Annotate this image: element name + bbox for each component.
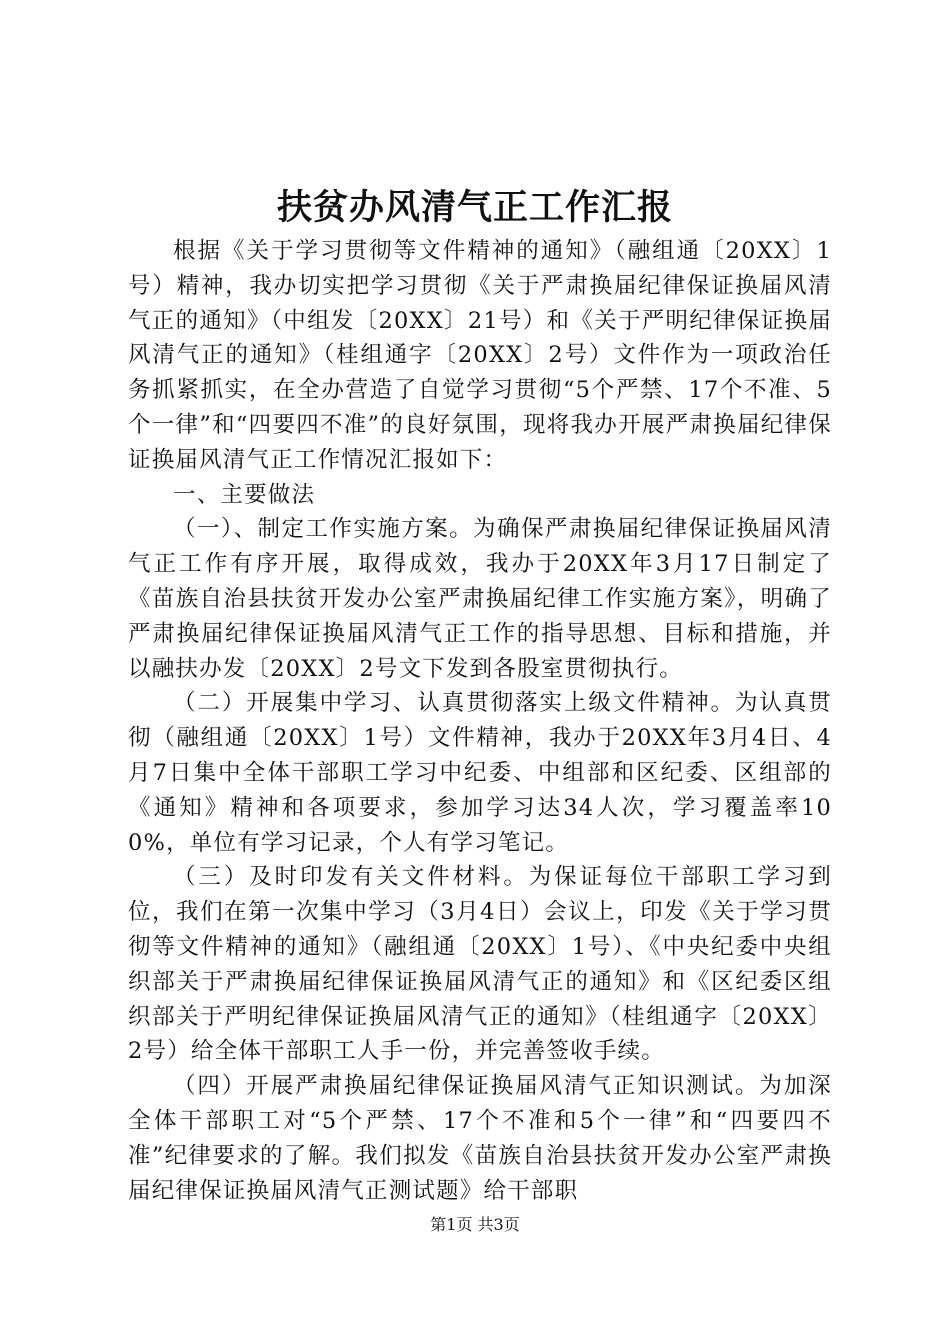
paragraph-intro: 根据《关于学习贯彻等文件精神的通知》（融组通〔20XX〕1号）精神，我办切实把学习贯彻《关于严肃换届纪律保证换届风清气正的通知》（中组发〔20XX〕21号）和《关于严明纪律保证换届风清气正的通知》（桂组通字〔20XX〕2号）文件作为一项政治任务抓紧抓实，在全办营造了自觉学习贯彻“5个严禁、17个不准、5个一律”和“四要四不准”的良好氛围，现将我办开展严肃换届纪律保证换届风清气正工作情况汇报如下： xyxy=(128,238,832,473)
paragraph-item-2: （二）开展集中学习、认真贯彻落实上级文件精神。为认真贯彻（融组通〔20XX〕1号）文件精神，我办于20XX年3月4日、4月7日集中全体干部职工学习中纪委、中组部和区纪委、区组部的《通知》精神和各项要求，参加学习达34人次，学习覆盖率100%，单位有学习记录，个人有学习笔记。 xyxy=(128,690,832,856)
paragraph-item-3: （三）及时印发有关文件材料。为保证每位干部职工学习到位，我们在第一次集中学习（3月4日）会议上，印发《关于学习贯彻等文件精神的通知》（融组通〔20XX〕1号）、《中央纪委中央组织部关于严肃换届纪律保证换届风清气正的通知》和《区纪委区组织部关于严明纪律保证换届风清气正的通知》（桂组通字〔20XX〕2号）给全体干部职工人手一份，并完善签收手续。 xyxy=(128,864,832,1065)
page-footer: 第1页 共3页 xyxy=(430,1215,520,1234)
section-heading-main-practices: 一、主要做法 xyxy=(173,481,316,508)
document-title: 扶贫办风清气正工作汇报 xyxy=(276,187,673,228)
document-body xyxy=(128,234,832,1208)
paragraph-item-1: （一）、制定工作实施方案。为确保严肃换届纪律保证换届风清气正工作有序开展，取得成效，我办于20XX年3月17日制定了《苗族自治县扶贫开发办公室严肃换届纪律工作实施方案》，明确了严肃换届纪律保证换届风清气正工作的指导思想、目标和措施，并以融扶办发〔20XX〕2号文下发到各股室贯彻执行。 xyxy=(128,516,832,682)
paragraph-item-4: （四）开展严肃换届纪律保证换届风清气正知识测试。为加深全体干部职工对“5个严禁、17个不准和5个一律”和“四要四不准”纪律要求的了解。我们拟发《苗族自治县扶贫开发办公室严肃换届纪律保证换届风清气正测试题》给干部职 xyxy=(128,1073,832,1204)
